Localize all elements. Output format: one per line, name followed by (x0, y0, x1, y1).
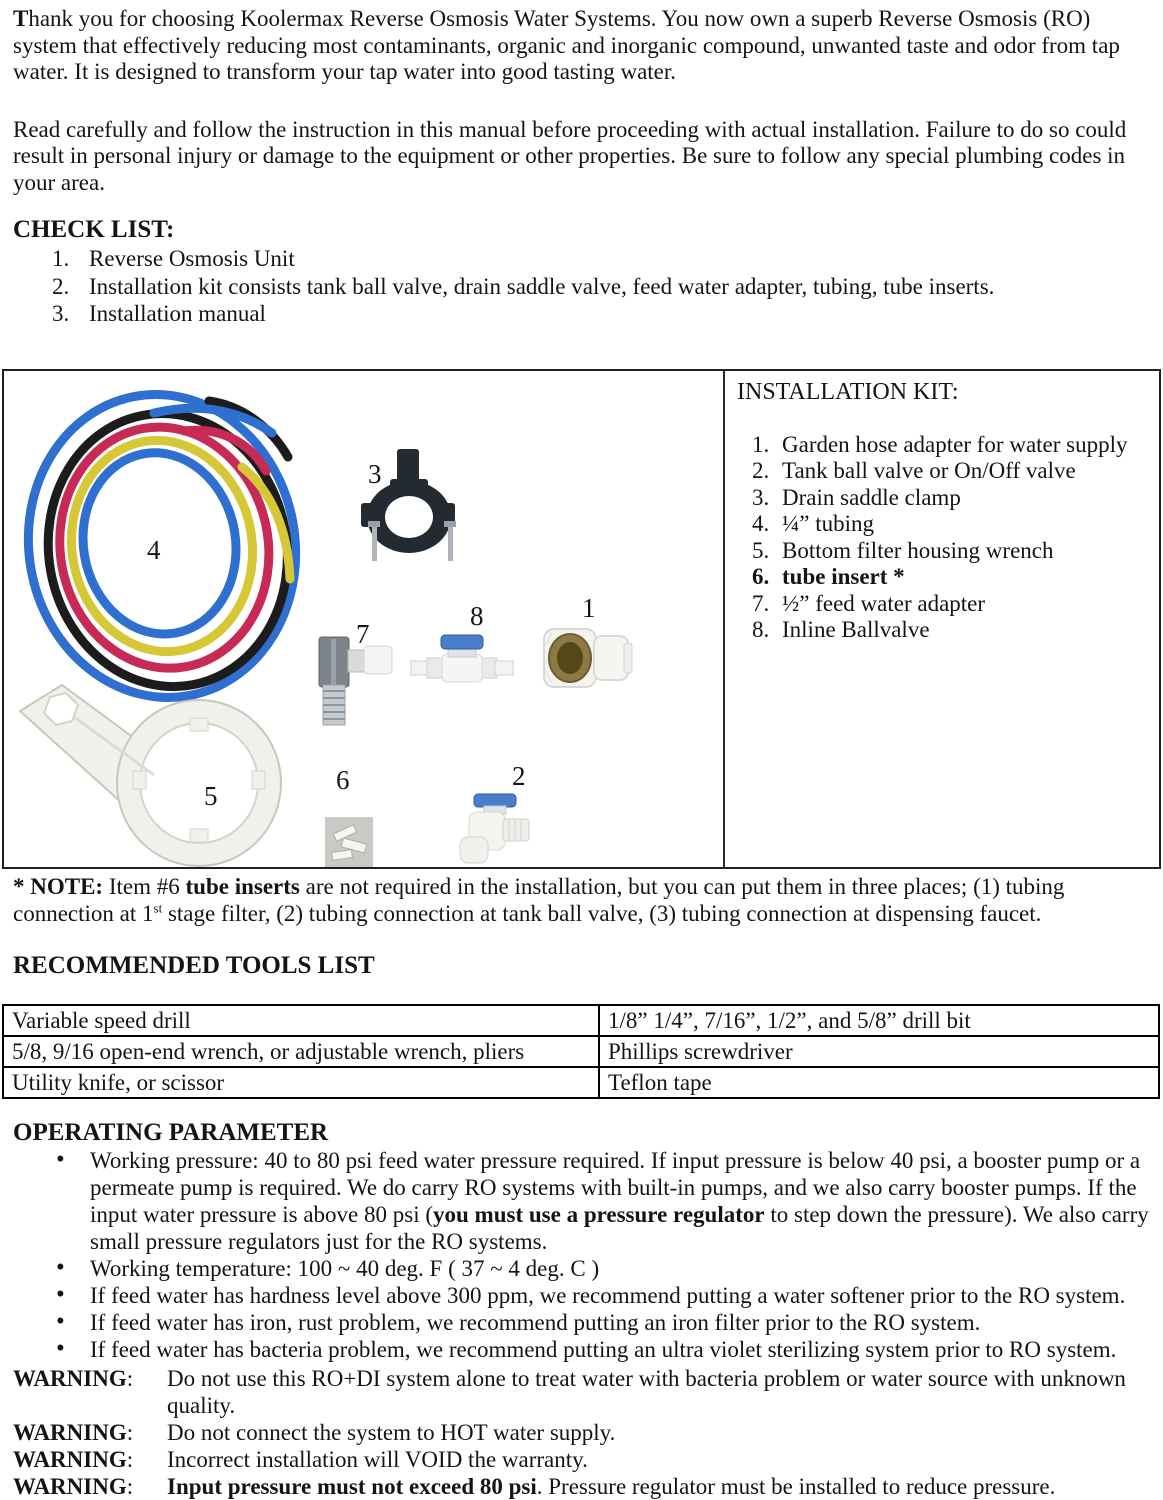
kit-item (737, 485, 1151, 512)
check-list-item (13, 273, 1150, 301)
item-text: Bottom filter housing wrench (782, 537, 1054, 563)
warning-row (13, 1473, 1150, 1500)
photo-label-6: 6 (336, 764, 350, 795)
tube-inserts-photo (325, 817, 373, 867)
tools-heading: RECOMMENDED TOOLS LIST (13, 951, 375, 979)
warning-text: Input pressure must not exceed 80 psi. Pressure regulator must be installed to reduce pressure. (167, 1473, 1056, 1499)
bullet-item: • If feed water has hardness level above 300 ppm, we recommend putting a water softener prior to the RO system. (56, 1280, 1126, 1308)
check-list (13, 245, 1150, 328)
warning-label: WARNING: (13, 1419, 134, 1445)
item-number: 7. (752, 590, 770, 616)
check-list-item (13, 300, 1150, 328)
kit-photo-illustration (4, 371, 723, 867)
ordinal-superscript: st (153, 899, 163, 915)
warning-label: WARNING: (13, 1473, 134, 1499)
item-text: Installation manual (89, 301, 266, 326)
table-cell: Utility knife, or scissor (3, 1067, 599, 1098)
item-text: Drain saddle clamp (782, 484, 961, 510)
item-text: Tank ball valve or On/Off valve (782, 458, 1076, 483)
inline-ballvalve-photo (411, 635, 513, 682)
bullet-marker: • (56, 1145, 65, 1173)
bullet-marker: • (56, 1253, 65, 1281)
item-number: 2. (752, 458, 770, 483)
installation-kit-heading: INSTALLATION KIT: (737, 378, 959, 405)
warning-label: WARNING: (13, 1365, 134, 1391)
intro-text: hank you for choosing Koolermax Reverse Osmosis Water Systems. You now own a superb Reverse Osmosis (RO) system that effectively reducing most contaminants, organic and inorganic compound, unwanted taste and odor from tap water. It is designed to transform your tap water into good tasting water. (13, 6, 1120, 84)
warning-row (13, 1419, 1150, 1446)
kit-item (737, 511, 1151, 538)
photo-label-5: 5 (204, 780, 218, 811)
table-row (3, 1067, 1159, 1098)
table-row (3, 1005, 1159, 1036)
bullet-item: • If feed water has bacteria problem, we recommend putting an ultra violet sterilizing system prior to RO system. (56, 1334, 1117, 1362)
note-label: * NOTE: (13, 873, 104, 899)
intro-drop-cap: T (13, 6, 29, 31)
item-text: Installation kit consists tank ball valve, drain saddle valve, feed water adapter, tubing, tube inserts. (89, 273, 995, 299)
kit-item (737, 432, 1151, 459)
bullet-marker: • (56, 1307, 65, 1335)
photo-label-3: 3 (368, 458, 382, 489)
bullet-item: • Working pressure: 40 to 80 psi feed water pressure required. If input pressure is below 40 psi, a booster pump or a permeate pump is required. We do carry RO systems with built-in pumps, and we also carry booster pumps. If the input water pressure is above 80 psi (you must use a pressure regulator to step down the pressure). We also carry small pressure regulators just for the RO systems. (56, 1145, 1149, 1254)
item-text: ¼” tubing (782, 511, 874, 536)
item-number: 4. (752, 511, 770, 536)
kit-item (737, 458, 1151, 485)
note-paragraph: * NOTE: Item #6 tube inserts are not required in the installation, but you can put them in three places; (1) tubing connection at 1st stage filter, (2) tubing connection at tank ball valve, (3) tubing connection at dispensing faucet. (13, 873, 1065, 926)
item-number: 5. (752, 537, 770, 563)
bullet-item: • Working temperature: 100 ~ 40 deg. F ( 37 ~ 4 deg. C ) (56, 1253, 600, 1281)
bullet-item: • If feed water has iron, rust problem, we recommend putting an iron filter prior to the RO system. (56, 1307, 981, 1335)
intro-paragraph (13, 6, 1150, 86)
filter-wrench-photo (20, 685, 281, 866)
read-carefully-paragraph: Read carefully and follow the instruction in this manual before proceeding with actual installation. Failure to do so could result in personal injury or damage to the equipment or other properties. Be sure to follow any special plumbing codes in your area. (13, 116, 1127, 195)
check-list-heading: CHECK LIST: (13, 216, 175, 243)
table-row (3, 1036, 1159, 1067)
bullet-marker: • (56, 1280, 65, 1308)
kit-item (737, 538, 1151, 565)
item-number: 8. (752, 617, 770, 642)
kit-item (737, 591, 1151, 618)
table-cell: 1/8” 1/4”, 7/16”, 1/2”, and 5/8” drill bit (599, 1005, 1159, 1036)
installation-kit-figure (2, 369, 1161, 869)
item-text: Garden hose adapter for water supply (782, 431, 1128, 457)
photo-label-2: 2 (512, 760, 526, 791)
installation-kit-photo (4, 371, 723, 867)
item-number: 6. (752, 564, 770, 589)
kit-item (737, 617, 1151, 644)
photo-label-4: 4 (147, 534, 161, 565)
warning-row (13, 1446, 1150, 1473)
garden-hose-adapter-photo (544, 629, 632, 687)
tank-ball-valve-photo (460, 794, 529, 863)
check-list-item (13, 245, 1150, 273)
tubing-coil-photo (5, 373, 320, 719)
item-text: ½” feed water adapter (782, 590, 986, 616)
tools-table (2, 1004, 1160, 1099)
item-text: tube insert * (782, 564, 905, 589)
item-number: 3. (52, 301, 70, 326)
photo-label-1: 1 (582, 592, 596, 623)
table-cell: 5/8, 9/16 open-end wrench, or adjustable wrench, pliers (3, 1036, 599, 1067)
item-text: Inline Ballvalve (782, 617, 930, 642)
kit-item (737, 564, 1151, 591)
item-number: 3. (752, 484, 770, 510)
photo-label-7: 7 (356, 618, 370, 649)
warning-text: Incorrect installation will VOID the warranty. (167, 1446, 588, 1472)
table-cell: Variable speed drill (3, 1005, 599, 1036)
bullet-marker: • (56, 1334, 65, 1362)
warning-label: WARNING: (13, 1446, 134, 1472)
table-cell: Teflon tape (599, 1067, 1159, 1098)
item-text: Reverse Osmosis Unit (89, 246, 295, 271)
warning-list (13, 1365, 1150, 1500)
table-cell: Phillips screwdriver (599, 1036, 1159, 1067)
item-number: 1. (752, 431, 770, 457)
operating-heading: OPERATING PARAMETER (13, 1118, 329, 1146)
photo-label-8: 8 (470, 600, 484, 631)
operating-bullet-list (13, 1147, 1150, 1363)
item-number: 2. (52, 273, 70, 299)
feed-water-adapter-photo (319, 637, 392, 725)
item-number: 1. (52, 246, 70, 271)
warning-text: Do not connect the system to HOT water supply. (167, 1419, 616, 1445)
installation-kit-panel (723, 371, 1159, 867)
warning-text: Do not use this RO+DI system alone to treat water with bacteria problem or water source with unknown quality. (167, 1365, 1126, 1418)
warning-row (13, 1365, 1150, 1419)
